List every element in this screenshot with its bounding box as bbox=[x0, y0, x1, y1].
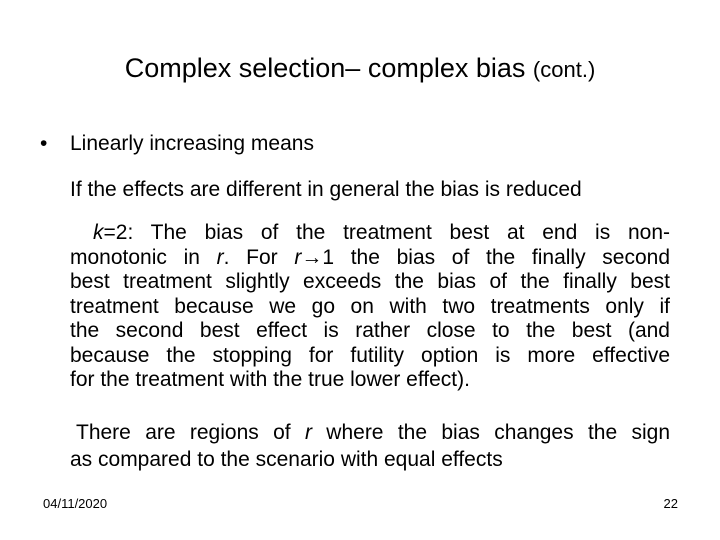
bullet-text: Linearly increasing means bbox=[70, 132, 314, 155]
variable-r: r bbox=[216, 245, 224, 269]
paragraph-k2-line: monotonic in r. For r→1 the bias of the finally second bbox=[70, 245, 670, 269]
paragraph-k2 bbox=[70, 221, 670, 393]
footer-page-number: 22 bbox=[663, 496, 678, 511]
bullet-dot-icon: • bbox=[40, 132, 48, 155]
slide-title-main: Complex selection– complex bias bbox=[124, 53, 526, 83]
paragraph-k2-line: the second best effect is rather close to the best (and bbox=[70, 319, 670, 342]
variable-k: k bbox=[93, 221, 104, 244]
footer-date: 04/11/2020 bbox=[43, 496, 108, 511]
paragraph-k2-line: k=2: The bias of the treatment best at end is non- bbox=[93, 221, 670, 244]
paragraph-k2-line: treatment because we go on with two treatments only if bbox=[70, 294, 670, 318]
variable-r: r bbox=[294, 245, 302, 269]
slide-title-suffix: (cont.) bbox=[532, 57, 596, 82]
bullet-item bbox=[40, 130, 314, 158]
paragraph-sign-change-line: There are regions of r where the bias changes the sign bbox=[76, 421, 670, 444]
paragraph-sign-change-line: as compared to the scenario with equal effects bbox=[70, 448, 503, 471]
slide-title bbox=[0, 50, 720, 88]
paragraph-sign-change bbox=[70, 419, 670, 473]
paragraph-k2-line: best treatment slightly exceeds the bias of the finally best bbox=[70, 270, 670, 293]
paragraph-k2-line: because the stopping for futility option is more effective bbox=[70, 343, 670, 367]
paragraph-k2-line: for the treatment with the true lower effect). bbox=[70, 368, 470, 391]
statement-line: If the effects are different in general the bias is reduced bbox=[70, 178, 582, 201]
variable-r: r bbox=[304, 421, 312, 444]
